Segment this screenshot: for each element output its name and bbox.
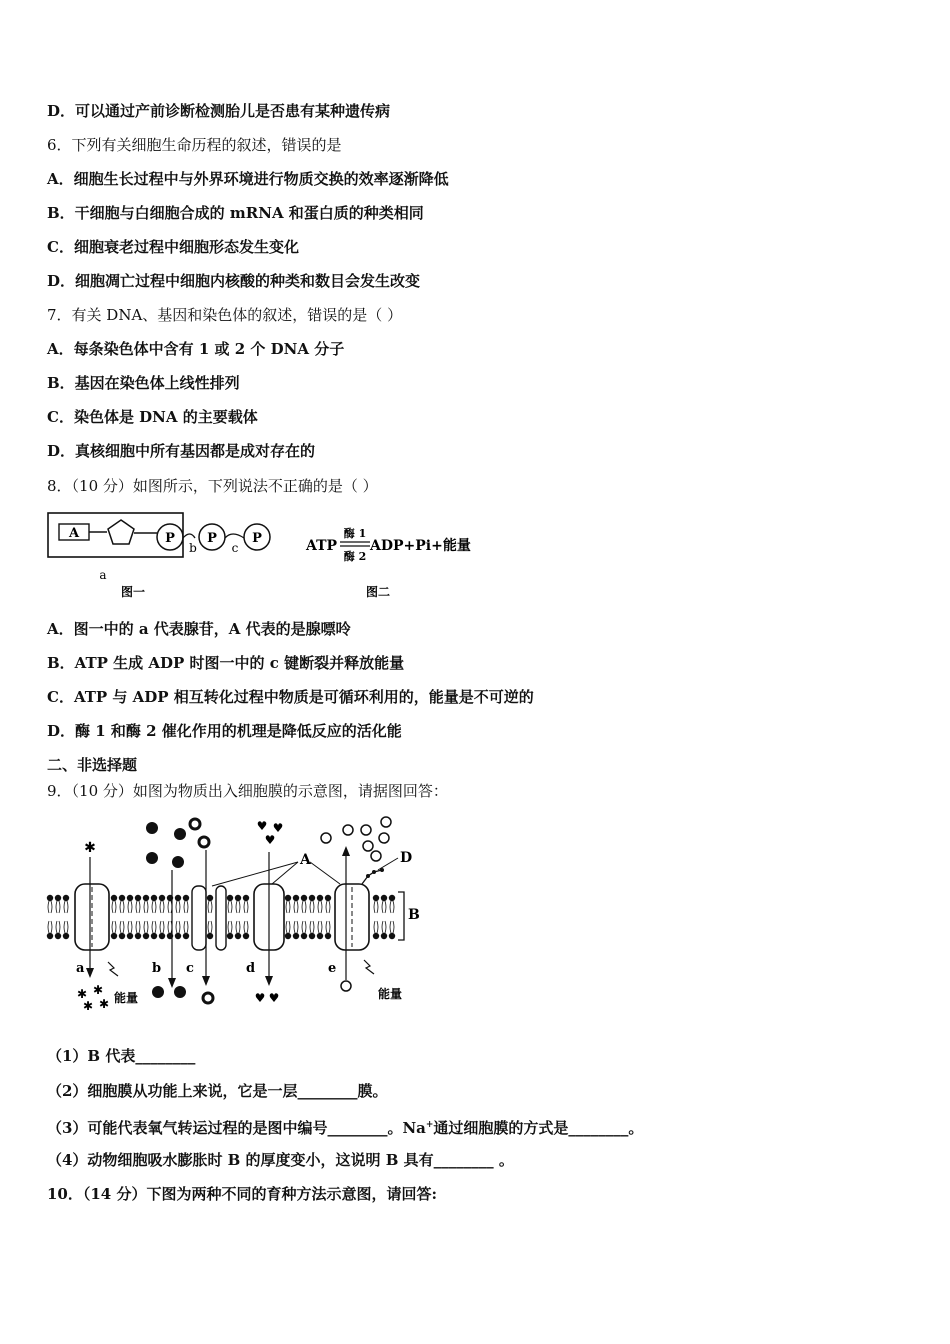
q8-figure-1 [45, 508, 285, 603]
svg-text:♥: ♥ [254, 991, 266, 1005]
q10-stem: 10．（14 分）下图为两种不同的育种方法示意图，请回答: [47, 1185, 438, 1203]
adenine-label: A [68, 526, 80, 541]
q7-option-c: C．染色体是 DNA 的主要载体 [47, 408, 258, 426]
q5-option-d: D．可以通过产前诊断检测胎儿是否患有某种遗传病 [47, 102, 391, 120]
phosphate-2-label: P [207, 531, 217, 546]
q8-option-a: A．图一中的 a 代表腺苷，A 代表的是腺嘌呤 [47, 620, 351, 638]
sodium-superscript: + [425, 1120, 434, 1130]
q9-subq-3-part2: 通过细胞膜的方式是________。 [433, 1119, 644, 1137]
q7-option-b: B．基因在染色体上线性排列 [47, 374, 240, 392]
q9-stem: 9．（10 分）如图为物质出入细胞膜的示意图，请据图回答： [47, 782, 448, 800]
q6-stem: 6．下列有关细胞生命历程的叙述，错误的是 [47, 136, 342, 154]
q8-figure-2 [300, 518, 480, 603]
enzyme-1-label: 酶 1 [343, 527, 367, 540]
label-transport-d: d [246, 961, 256, 976]
ribose-pentagon-icon [108, 520, 134, 544]
svg-text:✱: ✱ [84, 840, 96, 856]
svg-text:♥: ♥ [264, 833, 276, 847]
label-energy-2: 能量 [378, 987, 403, 1001]
q9-subq-4: （4）动物细胞吸水膨胀时 B 的厚度变小，这说明 B 具有________ 。 [47, 1151, 514, 1169]
q7-option-a: A．每条染色体中含有 1 或 2 个 DNA 分子 [47, 340, 345, 358]
q9-subq-3 [47, 1115, 643, 1138]
section-2-heading: 二、非选择题 [47, 756, 138, 774]
q6-option-b: B．干细胞与白细胞合成的 mRNA 和蛋白质的种类相同 [47, 204, 424, 222]
svg-text:♥: ♥ [256, 819, 268, 833]
label-a-protein: A [300, 852, 311, 868]
reaction-products: ADP+Pi+能量 [370, 538, 471, 554]
glycoprotein-d [362, 870, 382, 884]
bracket-b [398, 892, 404, 940]
q6-option-c: C．细胞衰老过程中细胞形态发生变化 [47, 238, 299, 256]
svg-text:♥: ♥ [268, 991, 280, 1005]
q8-option-b: B．ATP 生成 ADP 时图一中的 c 键断裂并释放能量 [47, 654, 405, 672]
enzyme-2-label: 酶 2 [343, 550, 367, 563]
q8-stem: 8．（10 分）如图所示，下列说法不正确的是（ ） [47, 477, 378, 495]
q9-subq-3-part1: （3）可能代表氧气转运过程的是图中编号________。Na [47, 1119, 426, 1137]
reaction-atp: ATP [306, 538, 338, 554]
carrier-protein-a [75, 884, 109, 950]
label-transport-a: a [76, 961, 85, 976]
svg-text:✱: ✱ [82, 999, 94, 1013]
figure-1-caption: 图一 [120, 585, 146, 599]
label-b-membrane: B [408, 907, 420, 923]
figure-2-caption: 图二 [365, 585, 391, 599]
q9-membrane-figure [40, 812, 430, 1014]
bond-b-label: b [189, 541, 197, 555]
bond-c-label: c [231, 541, 239, 555]
label-transport-e: e [328, 961, 337, 976]
q6-option-d: D．细胞凋亡过程中细胞内核酸的种类和数目会发生改变 [47, 272, 421, 290]
svg-text:✱: ✱ [98, 997, 110, 1011]
label-transport-c: c [186, 961, 194, 976]
carrier-protein-e [335, 884, 369, 950]
svg-text:✱: ✱ [76, 987, 88, 1001]
label-transport-b: b [152, 961, 162, 976]
q8-option-c: C．ATP 与 ADP 相互转化过程中物质是可循环利用的，能量是不可逆的 [47, 688, 534, 706]
q9-subq-1: （1）B 代表________ [47, 1047, 196, 1065]
q9-subq-2: （2）细胞膜从功能上来说，它是一层________膜。 [47, 1082, 388, 1100]
q7-option-d: D．真核细胞中所有基因都是成对存在的 [47, 442, 316, 460]
phosphate-3-label: P [252, 531, 262, 546]
channel-protein-c [192, 886, 206, 950]
svg-text:♥: ♥ [272, 821, 284, 835]
q8-option-d: D．酶 1 和酶 2 催化作用的机理是降低反应的活化能 [47, 722, 402, 740]
svg-text:✱: ✱ [92, 983, 104, 997]
q7-stem: 7．有关 DNA、基因和染色体的叙述，错误的是（ ） [47, 306, 403, 324]
q6-option-a: A．细胞生长过程中与外界环境进行物质交换的效率逐渐降低 [47, 170, 449, 188]
label-energy-1: 能量 [114, 991, 139, 1005]
label-d-glycoprotein: D [400, 850, 413, 866]
label-a: a [99, 568, 107, 582]
phosphate-1-label: P [165, 531, 175, 546]
